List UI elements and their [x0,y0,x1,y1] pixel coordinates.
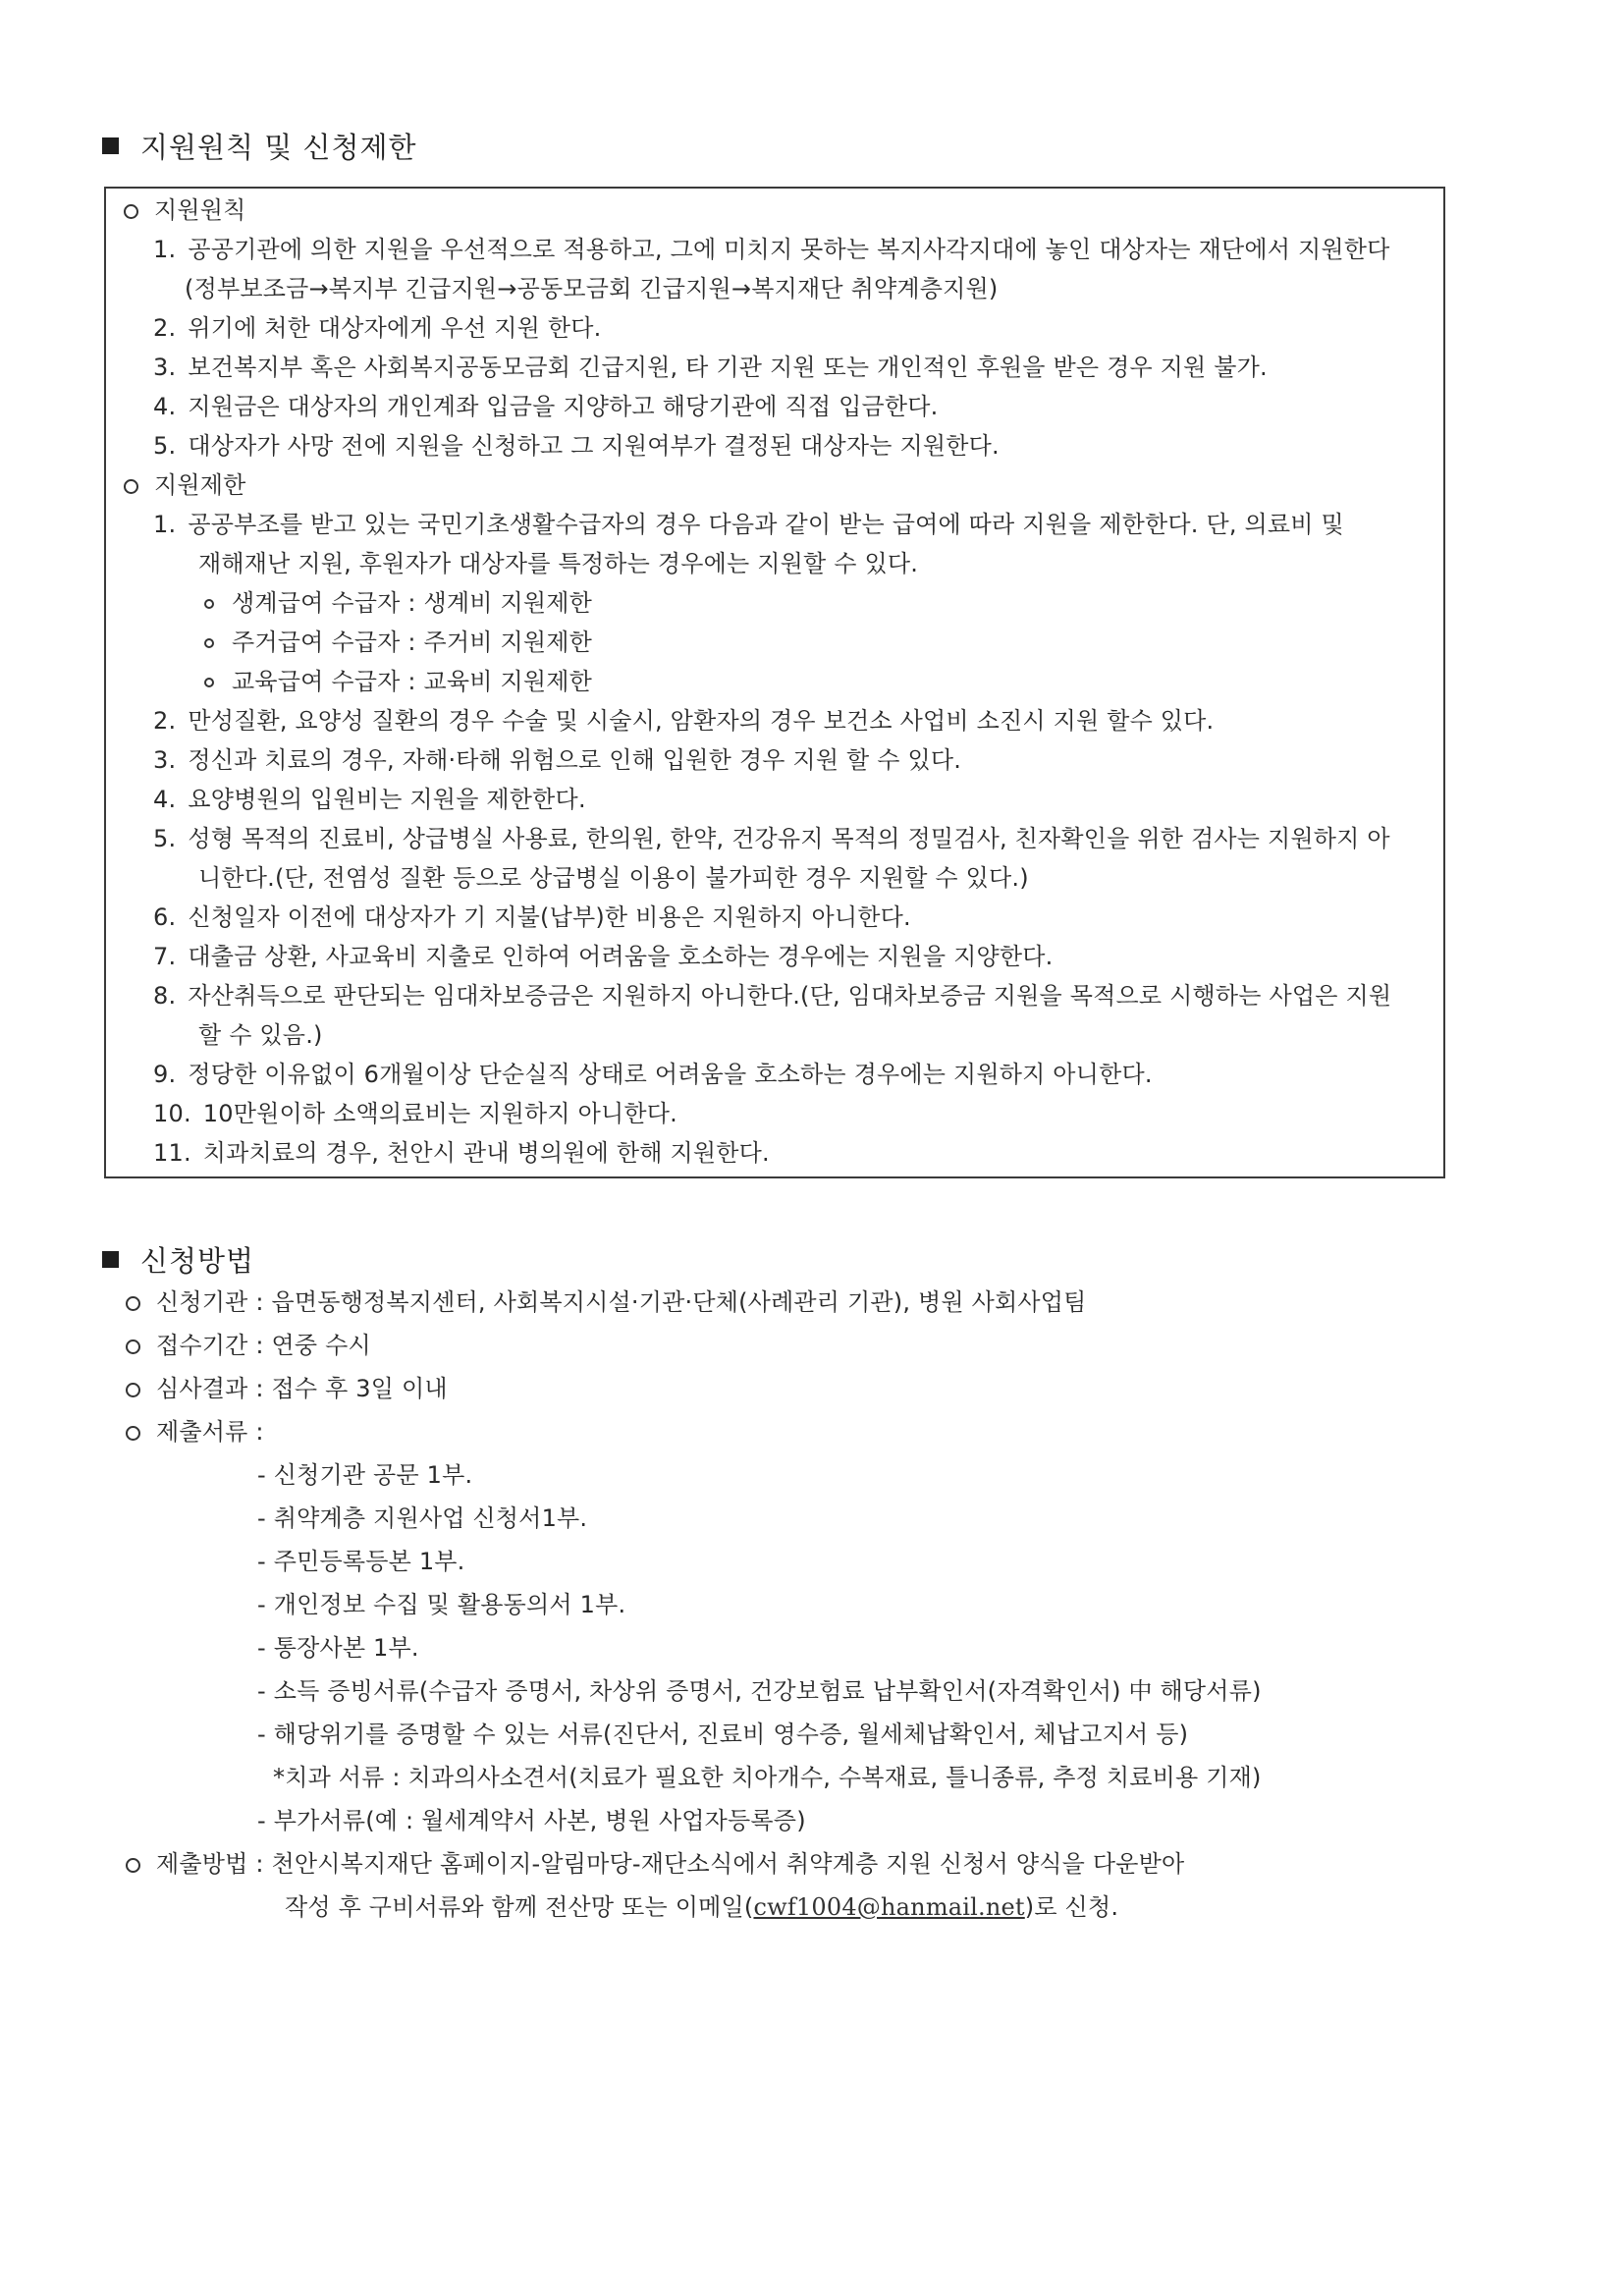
document-list-item: - 개인정보 수집 및 활용동의서 1부. [257,1591,626,1618]
restriction-item: 10. 10만원이하 소액의료비는 지원하지 아니한다. [153,1100,677,1127]
dental-note: *치과 서류 : 치과의사소견서(치료가 필요한 치아개수, 수복재료, 틀니종류, 추정 치료비용 기재) [273,1764,1262,1791]
section-heading-principles [102,126,417,166]
application-item: 신청기관 : 읍면동행정복지센터, 사회복지시설·기관·단체(사례관리 기관), 병원 사회사업팀 [126,1283,1087,1322]
restriction-item: 9. 정당한 이유없이 6개월이상 단순실직 상태로 어려움을 호소하는 경우에는 지원하지 아니한다. [153,1061,1153,1088]
principle-item: 2. 위기에 처한 대상자에게 우선 지원 한다. [153,314,602,342]
principle-item: (정부보조금→복지부 긴급지원→공동모금회 긴급지원→복지재단 취약계층지원) [185,275,999,302]
restriction-item: 8. 자산취득으로 판단되는 임대차보증금은 지원하지 아니한다.(단, 임대차보증금 지원을 목적으로 시행하는 사업은 지원 [153,982,1392,1010]
circle-bullet-icon [126,1426,140,1441]
email-link[interactable]: cwf1004@hanmail.net [753,1893,1025,1921]
section-heading-application [102,1239,254,1280]
restriction-item: 2. 만성질환, 요양성 질환의 경우 수술 및 시술시, 암환자의 경우 보건소 사업비 소진시 지원 할수 있다. [153,707,1215,735]
restriction-item: 7. 대출금 상환, 사교육비 지출로 인하여 어려움을 호소하는 경우에는 지원을 지양한다. [153,943,1054,970]
circle-bullet-icon [124,479,138,494]
principle-item: 5. 대상자가 사망 전에 지원을 신청하고 그 지원여부가 결정된 대상자는 지원한다. [153,432,1000,460]
principle-item: 3. 보건복지부 혹은 사회복지공동모금회 긴급지원, 타 기관 지원 또는 개인적인 후원을 받은 경우 지원 불가. [153,354,1268,381]
document-list-item: - 해당위기를 증명할 수 있는 서류(진단서, 진료비 영수증, 월세체납확인서, 체납고지서 등) [257,1721,1189,1748]
circle-bullet-icon [126,1858,140,1873]
restriction-item: 4. 요양병원의 입원비는 지원을 제한한다. [153,786,586,813]
section-title: 신청방법 [140,1244,255,1278]
restriction-item: 니한다.(단, 전염성 질환 등으로 상급병실 이용이 불가피한 경우 지원할 수 있다.) [198,864,1029,892]
application-item: 제출서류 : [126,1412,264,1451]
principles-header: 지원원칙 [124,191,246,230]
restriction-item: 6. 신청일자 이전에 대상자가 기 지불(납부)한 비용은 지원하지 아니한다. [153,903,911,931]
sub-item: 주거급여 수급자 : 주거비 지원제한 [204,623,592,662]
restriction-item: 3. 정신과 치료의 경우, 자해·타해 위험으로 인해 입원한 경우 지원 할 수 있다. [153,746,962,774]
square-bullet-icon [102,1251,119,1268]
principle-item: 1. 공공기관에 의한 지원을 우선적으로 적용하고, 그에 미치지 못하는 복지사각지대에 놓인 대상자는 재단에서 지원한다 [153,236,1390,263]
section-title: 지원원칙 및 신청제한 [140,131,417,164]
restriction-item: 11. 치과치료의 경우, 천안시 관내 병의원에 한해 지원한다. [153,1139,770,1167]
small-circle-bullet-icon [204,599,214,609]
application-item: 심사결과 : 접수 후 3일 이내 [126,1369,448,1408]
document-list-item: - 부가서류(예 : 월세계약서 사본, 병원 사업자등록증) [257,1807,806,1834]
restriction-item: 5. 성형 목적의 진료비, 상급병실 사용료, 한의원, 한약, 건강유지 목적의 정밀검사, 친자확인을 위한 검사는 지원하지 아 [153,825,1390,852]
submission-method: 제출방법 : 천안시복지재단 홈페이지-알림마당-재단소식에서 취약계층 지원 신청서 양식을 다운받아 [126,1844,1184,1884]
restrictions-header: 지원제한 [124,465,246,505]
restriction-item: 재해재난 지원, 후원자가 대상자를 특정하는 경우에는 지원할 수 있다. [198,550,919,577]
small-circle-bullet-icon [204,678,214,687]
circle-bullet-icon [126,1296,140,1311]
restriction-item: 할 수 있음.) [198,1021,323,1049]
restriction-item: 1. 공공부조를 받고 있는 국민기초생활수급자의 경우 다음과 같이 받는 급여에 따라 지원을 제한한다. 단, 의료비 및 [153,511,1344,538]
principle-item: 4. 지원금은 대상자의 개인계좌 입금을 지양하고 해당기관에 직접 입금한다. [153,393,939,420]
circle-bullet-icon [126,1383,140,1397]
submission-method-cont: 작성 후 구비서류와 함께 전산망 또는 이메일(cwf1004@hanmail.net)로 신청. [285,1893,1119,1921]
square-bullet-icon [102,137,119,154]
principles-box [104,187,1445,1178]
sub-item: 교육급여 수급자 : 교육비 지원제한 [204,662,592,701]
sub-item: 생계급여 수급자 : 생계비 지원제한 [204,583,592,623]
circle-bullet-icon [126,1339,140,1354]
document-list-item: - 통장사본 1부. [257,1634,419,1662]
document-list-item: - 소득 증빙서류(수급자 증명서, 차상위 증명서, 건강보험료 납부확인서(자격확인서) 中 해당서류) [257,1677,1262,1705]
circle-bullet-icon [124,204,138,219]
small-circle-bullet-icon [204,638,214,648]
document-list-item: - 주민등록등본 1부. [257,1548,465,1575]
document-list-item: - 취약계층 지원사업 신청서1부. [257,1504,588,1532]
application-item: 접수기간 : 연중 수시 [126,1326,371,1365]
document-list-item: - 신청기관 공문 1부. [257,1461,473,1489]
